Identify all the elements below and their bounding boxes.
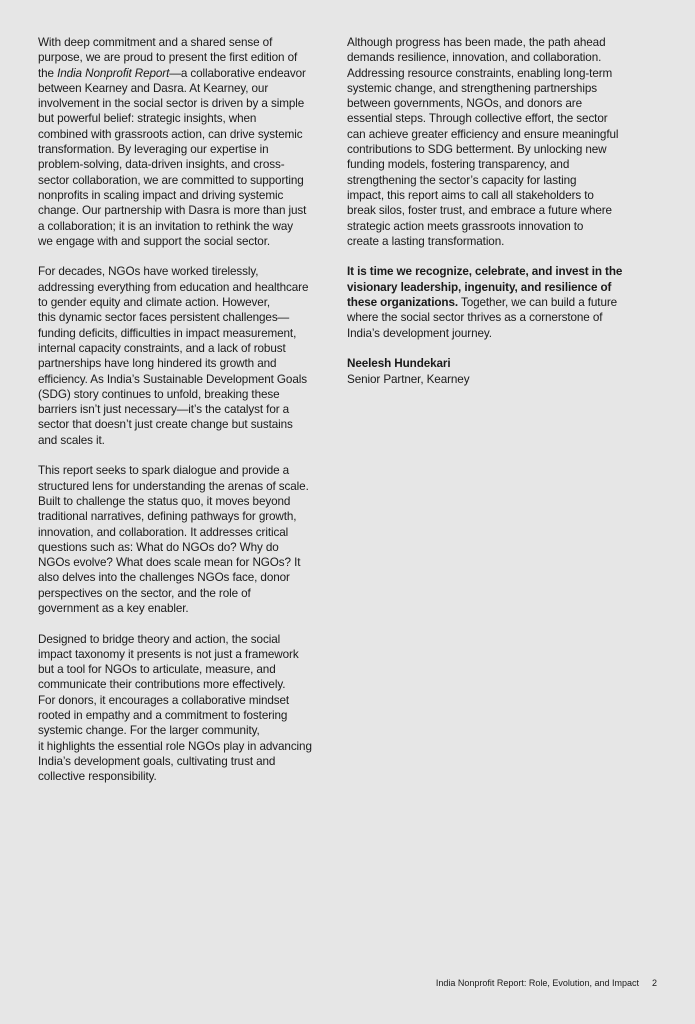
text-line: can achieve greater efficiency and ensure meaningful bbox=[347, 127, 619, 141]
text-line: innovation, and collaboration. It addresses critical bbox=[38, 525, 289, 539]
text-line: For decades, NGOs have worked tirelessly, bbox=[38, 265, 259, 279]
text-line: but powerful belief: strategic insights, when bbox=[38, 112, 257, 126]
text-line: this dynamic sector faces persistent challenges— bbox=[38, 311, 290, 325]
text-line: questions such as: What do NGOs do? Why do bbox=[38, 540, 279, 554]
text-line: transformation. By leveraging our expertise in bbox=[38, 143, 269, 157]
text-line: also delves into the challenges NGOs face, donor bbox=[38, 571, 290, 585]
text-line: With deep commitment and a shared sense of bbox=[38, 36, 273, 49]
bold-text-line: It is time we recognize, celebrate, and invest in the bbox=[347, 265, 623, 279]
text-line: we engage with and support the social sector. bbox=[38, 234, 270, 248]
text-line: This report seeks to spark dialogue and provide a bbox=[38, 464, 290, 478]
text-line: rooted in empathy and a commitment to fostering bbox=[38, 709, 288, 723]
text-line: sector collaboration, we are committed to supporting bbox=[38, 173, 304, 187]
text-line: sector that doesn’t just create change but sustains bbox=[38, 418, 293, 432]
challenges-paragraph bbox=[38, 264, 330, 448]
progress-paragraph bbox=[347, 35, 639, 249]
text-line: and scales it. bbox=[38, 433, 105, 447]
text-line: funding models, fostering transparency, and bbox=[347, 158, 570, 172]
text-line: between Kearney and Dasra. At Kearney, our bbox=[38, 81, 269, 95]
text-line: impact, this report aims to call all stakeholders to bbox=[347, 188, 594, 202]
text-line: strategic action meets grassroots innovation to bbox=[347, 219, 584, 233]
left-column bbox=[38, 35, 330, 800]
text-line: systemic change. For the larger community, bbox=[38, 724, 260, 738]
text-fragment: the bbox=[38, 66, 58, 80]
text-line: addressing everything from education and healthcare bbox=[38, 280, 309, 294]
text-line: NGOs evolve? What does scale mean for NGOs? It bbox=[38, 556, 301, 570]
signatory-role: Senior Partner, Kearney bbox=[347, 372, 470, 386]
text-line: partnerships have long hindered its growth and bbox=[38, 357, 277, 371]
text-line: internal capacity constraints, and a lack of robust bbox=[38, 341, 286, 355]
footer-report-title: India Nonprofit Report: Role, Evolution, and Impact bbox=[435, 978, 639, 988]
text-line: but a tool for NGOs to articulate, measure, and bbox=[38, 663, 276, 677]
text-line: Built to challenge the status quo, it moves beyond bbox=[38, 494, 291, 508]
text-line: Although progress has been made, the path ahead bbox=[347, 36, 606, 49]
text-line: between governments, NGOs, and donors are bbox=[347, 97, 582, 111]
right-column bbox=[347, 35, 639, 402]
report-title-italic: India Nonprofit Report bbox=[57, 66, 170, 80]
text-line: Designed to bridge theory and action, the social bbox=[38, 632, 281, 646]
text-line: where the social sector thrives as a cornerstone of bbox=[347, 311, 603, 325]
text-line: problem-solving, data-driven insights, and cross- bbox=[38, 158, 285, 172]
text-line: India’s development goals, cultivating trust and bbox=[38, 754, 276, 768]
text-line: purpose, we are proud to present the first edition of bbox=[38, 51, 298, 65]
bold-fragment: these organizations. bbox=[347, 296, 459, 310]
text-line: structured lens for understanding the arenas of scale. bbox=[38, 479, 309, 493]
text-line: communicate their contributions more effectively. bbox=[38, 678, 286, 692]
text-fragment: Together, we can build a future bbox=[458, 296, 618, 310]
text-line: For donors, it encourages a collaborative mindset bbox=[38, 693, 290, 707]
text-line: to gender equity and climate action. However, bbox=[38, 296, 270, 310]
text-line: nonprofits in scaling impact and driving systemic bbox=[38, 188, 284, 202]
text-line: contributions to SDG betterment. By unlocking new bbox=[347, 143, 607, 157]
text-line: efficiency. As India’s Sustainable Development Goals bbox=[38, 372, 307, 386]
mixed-text-line bbox=[347, 295, 639, 310]
page-footer bbox=[0, 977, 657, 989]
bold-text-line: visionary leadership, ingenuity, and resilience of bbox=[347, 280, 612, 294]
text-line: barriers isn’t just necessary—it’s the catalyst for a bbox=[38, 403, 290, 417]
text-line: a collaboration; it is an invitation to rethink the way bbox=[38, 219, 294, 233]
text-line: funding deficits, difficulties in impact measurement, bbox=[38, 326, 297, 340]
text-line: it highlights the essential role NGOs play in advancing bbox=[38, 739, 312, 753]
text-line: systemic change, and strengthening partnerships bbox=[347, 81, 597, 95]
report-purpose-paragraph bbox=[38, 463, 330, 616]
text-line: collective responsibility. bbox=[38, 770, 157, 784]
text-line: perspectives on the sector, and the role of bbox=[38, 586, 251, 600]
page-number: 2 bbox=[651, 978, 657, 988]
text-line: combined with grassroots action, can drive systemic bbox=[38, 127, 303, 141]
text-line: government as a key enabler. bbox=[38, 601, 189, 615]
text-line: strengthening the sector’s capacity for lasting bbox=[347, 173, 577, 187]
text-fragment: —a collaborative endeavor bbox=[169, 66, 306, 80]
text-line: demands resilience, innovation, and collaboration. bbox=[347, 51, 602, 65]
call-to-action-paragraph bbox=[347, 264, 639, 340]
text-line: break silos, foster trust, and embrace a future where bbox=[347, 204, 612, 218]
text-line: traditional narratives, defining pathways for growth, bbox=[38, 510, 297, 524]
text-line: impact taxonomy it presents is not just a framework bbox=[38, 647, 299, 661]
text-line: create a lasting transformation. bbox=[347, 234, 505, 248]
text-line: Addressing resource constraints, enabling long-term bbox=[347, 66, 613, 80]
text-line: essential steps. Through collective effort, the sector bbox=[347, 112, 608, 126]
text-line: involvement in the social sector is driven by a simple bbox=[38, 97, 305, 111]
text-line: India’s development journey. bbox=[347, 326, 492, 340]
taxonomy-paragraph bbox=[38, 632, 330, 785]
signatory-name: Neelesh Hundekari bbox=[347, 357, 451, 371]
text-line: change. Our partnership with Dasra is more than just bbox=[38, 204, 307, 218]
text-line: (SDG) story continues to unfold, breaking these bbox=[38, 387, 280, 401]
signature-block bbox=[347, 356, 639, 387]
text-line-report-title bbox=[38, 66, 330, 81]
intro-paragraph bbox=[38, 35, 330, 249]
